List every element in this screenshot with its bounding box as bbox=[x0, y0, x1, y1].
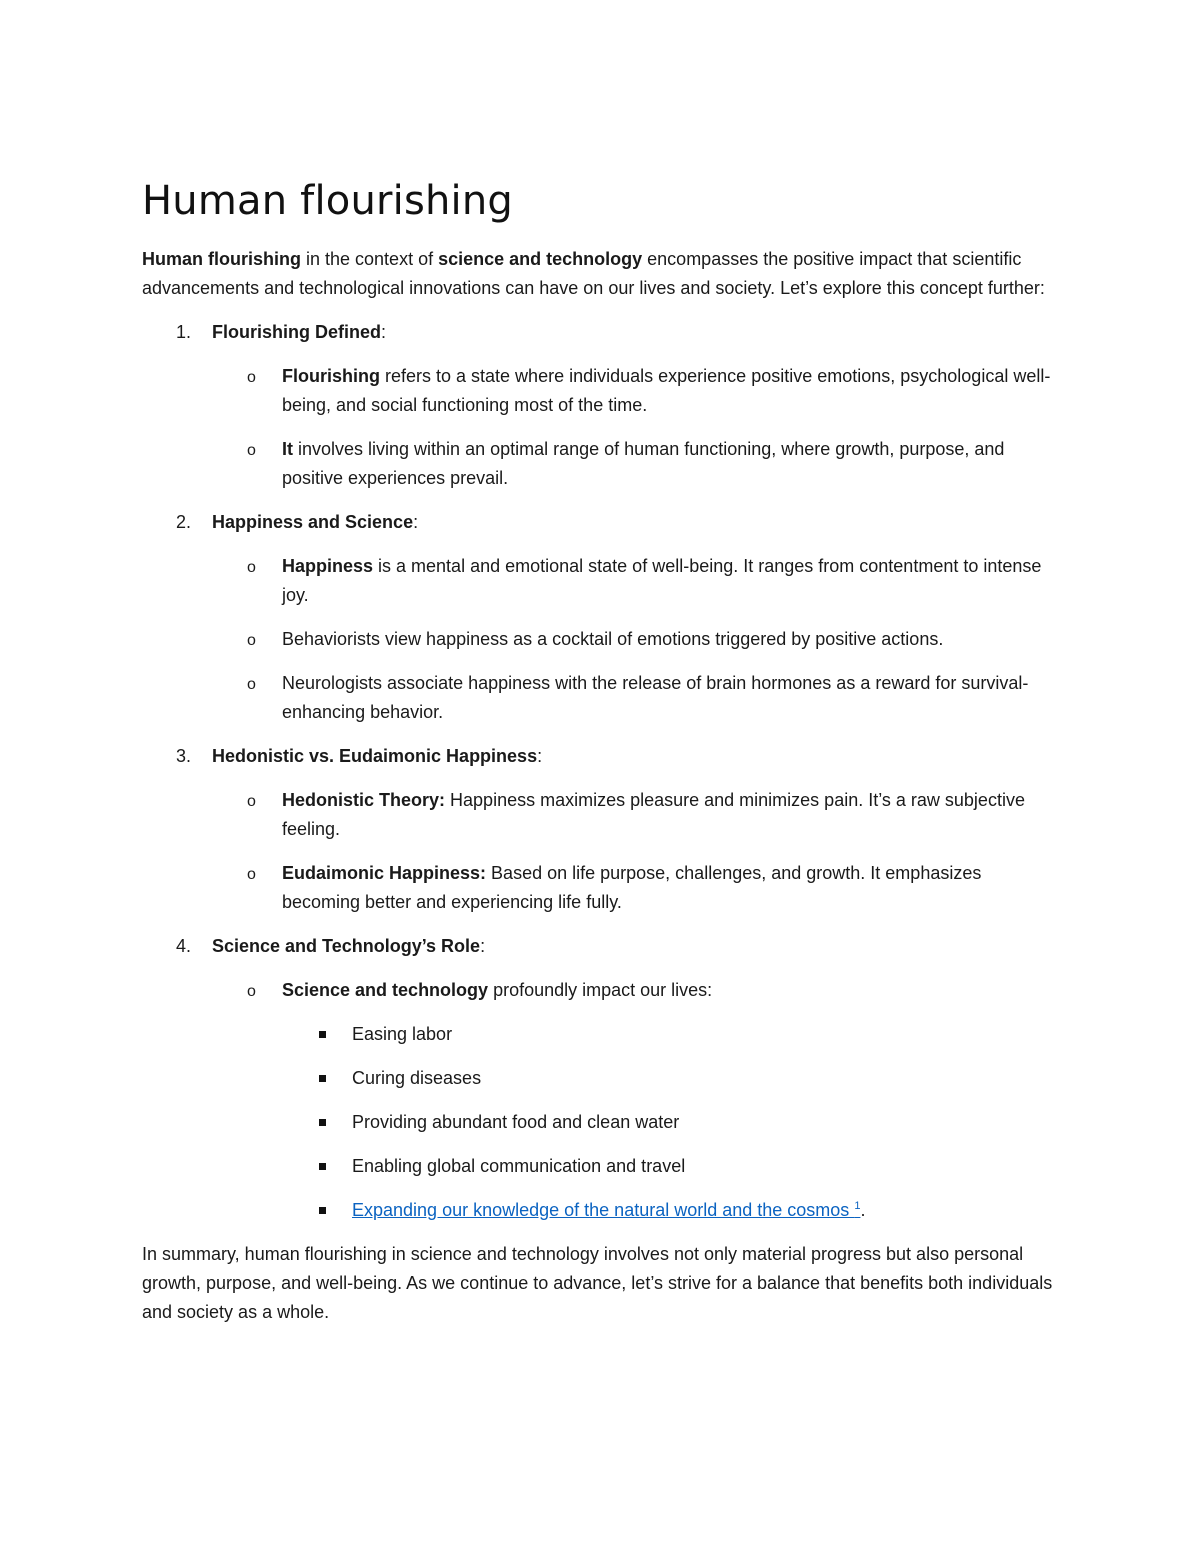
circle-bullet-icon: o bbox=[247, 559, 256, 576]
bullet-bold-term: Hedonistic Theory: bbox=[282, 790, 446, 810]
bullet-text: profoundly impact our lives: bbox=[488, 980, 713, 1000]
bullet-bold-term: Eudaimonic Happiness: bbox=[282, 863, 487, 883]
intro-text-2: encompasses the positive impact that scientific advancements and technological innovations can have on our lives and society. Let’s explore this concept further: bbox=[142, 249, 1045, 298]
bullet-bold-term: It bbox=[282, 439, 293, 459]
section-heading-colon: : bbox=[413, 512, 419, 532]
bullet-text: Happiness maximizes pleasure and minimizes pain. It’s a raw subjective feeling. bbox=[282, 790, 1025, 839]
bullet-bold-term: Science and technology bbox=[282, 980, 489, 1000]
numbered-list bbox=[142, 318, 1062, 1225]
sub-bullet-item bbox=[282, 1152, 1062, 1181]
square-bullet-icon bbox=[319, 1031, 326, 1038]
intro-term-science-technology: science and technology bbox=[438, 249, 643, 269]
bullet-item bbox=[212, 669, 1062, 727]
bullet-text: is a mental and emotional state of well-being. It ranges from contentment to intense joy. bbox=[282, 556, 1042, 605]
circle-bullet-icon: o bbox=[247, 866, 256, 883]
bullet-bold-term: Flourishing bbox=[282, 366, 380, 386]
sub-bullet-item bbox=[282, 1020, 1062, 1049]
bullet-list bbox=[212, 552, 1062, 727]
list-item-hedonistic-eudaimonic bbox=[142, 742, 1062, 917]
circle-bullet-icon: o bbox=[247, 369, 256, 386]
section-heading bbox=[212, 742, 1062, 771]
bullet-list bbox=[212, 786, 1062, 917]
bullet-item bbox=[212, 859, 1062, 917]
list-item-science-technology-role bbox=[142, 932, 1062, 1225]
link-text[interactable]: Expanding our knowledge of the natural world and the cosmos bbox=[352, 1200, 855, 1220]
summary-paragraph: In summary, human flourishing in science and technology involves not only material progress but also personal growth, purpose, and well-being. As we continue to advance, let’s strive for a balance that benefits both individuals and society as a whole. bbox=[142, 1244, 1053, 1322]
section-heading bbox=[212, 508, 1062, 537]
footnote-marker[interactable]: 1 bbox=[854, 1200, 861, 1212]
bullet-text: Based on life purpose, challenges, and growth. It emphasizes becoming better and experiencing life fully. bbox=[282, 863, 982, 912]
bullet-list bbox=[212, 976, 1062, 1225]
sub-bullet-text: Easing labor bbox=[352, 1024, 453, 1044]
document-title: Human flourishing bbox=[142, 178, 513, 224]
bullet-list bbox=[212, 362, 1062, 493]
bullet-item bbox=[212, 976, 1062, 1225]
sub-bullet-text: Providing abundant food and clean water bbox=[352, 1112, 680, 1132]
bullet-item bbox=[212, 786, 1062, 844]
bullet-item bbox=[212, 362, 1062, 420]
intro-term-human-flourishing: Human flourishing bbox=[142, 249, 301, 269]
list-number: 1. bbox=[176, 322, 192, 342]
square-bullet-icon bbox=[319, 1207, 326, 1214]
sub-bullet-text: Enabling global communication and travel bbox=[352, 1156, 686, 1176]
list-number: 4. bbox=[176, 936, 192, 956]
sub-bullet-list bbox=[282, 1020, 1062, 1225]
sub-bullet-text: Curing diseases bbox=[352, 1068, 482, 1088]
bullet-item bbox=[212, 435, 1062, 493]
link-trailing-punctuation: . bbox=[860, 1200, 866, 1220]
bullet-item bbox=[212, 625, 1062, 654]
circle-bullet-icon: o bbox=[247, 793, 256, 810]
square-bullet-icon bbox=[319, 1075, 326, 1082]
bullet-item bbox=[212, 552, 1062, 610]
section-heading-colon: : bbox=[537, 746, 543, 766]
section-heading-text: Science and Technology’s Role bbox=[212, 936, 481, 956]
section-heading-text: Hedonistic vs. Eudaimonic Happiness bbox=[212, 746, 538, 766]
bullet-text: refers to a state where individuals experience positive emotions, psychological well-being, and social functioning most of the time. bbox=[282, 366, 1051, 415]
sub-bullet-item bbox=[282, 1108, 1062, 1137]
bullet-text: Neurologists associate happiness with the release of brain hormones as a reward for survival-enhancing behavior. bbox=[282, 673, 1029, 722]
bullet-text: Behaviorists view happiness as a cocktail of emotions triggered by positive actions. bbox=[282, 629, 944, 649]
section-heading bbox=[212, 932, 1062, 961]
list-number: 2. bbox=[176, 512, 192, 532]
circle-bullet-icon: o bbox=[247, 442, 256, 459]
sub-bullet-item bbox=[282, 1064, 1062, 1093]
section-heading-colon: : bbox=[480, 936, 486, 956]
circle-bullet-icon: o bbox=[247, 632, 256, 649]
document-content bbox=[142, 175, 1062, 1327]
list-item-flourishing-defined bbox=[142, 318, 1062, 493]
circle-bullet-icon: o bbox=[247, 983, 256, 1000]
list-number: 3. bbox=[176, 746, 192, 766]
sub-bullet-item bbox=[282, 1196, 1062, 1225]
section-heading bbox=[212, 318, 1062, 347]
intro-paragraph bbox=[142, 245, 1062, 303]
section-heading-colon: : bbox=[381, 322, 387, 342]
cosmos-reference-link[interactable] bbox=[352, 1200, 860, 1220]
section-heading-text: Flourishing Defined bbox=[212, 322, 381, 342]
circle-bullet-icon: o bbox=[247, 676, 256, 693]
list-item-happiness-science bbox=[142, 508, 1062, 727]
square-bullet-icon bbox=[319, 1163, 326, 1170]
bullet-text: involves living within an optimal range of human functioning, where growth, purpose, and positive experiences prevail. bbox=[282, 439, 1005, 488]
intro-text-1: in the context of bbox=[301, 249, 439, 269]
square-bullet-icon bbox=[319, 1119, 326, 1126]
bullet-bold-term: Happiness bbox=[282, 556, 374, 576]
section-heading-text: Happiness and Science bbox=[212, 512, 414, 532]
